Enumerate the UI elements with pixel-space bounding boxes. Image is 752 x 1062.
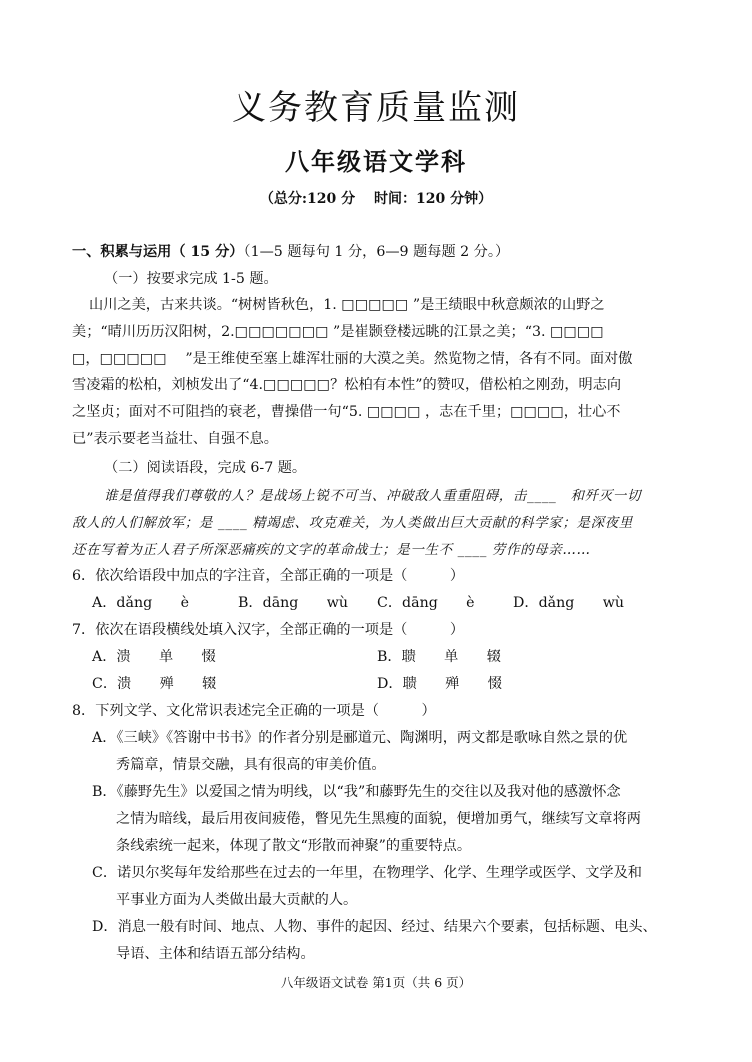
q8-option-d: D．消息一般有时间、地点、人物、事件的起因、经过、结果六个要素，包括标题、电头、: [92, 919, 657, 935]
passage-line: 之坚贞；面对不可阻挡的衰老，曹操借一句“5. □□□□ ，志在千里；□□□□，壮心不: [72, 404, 621, 420]
q7-option-d: D．聩 殚 惙: [377, 676, 502, 692]
passage-line: 山川之美，古来共谈。“树树皆秋色，1. □□□□□ ”是王绩眼中秋意颇浓的山野之: [89, 297, 605, 313]
q7-option-b: B．聩 单 辍: [377, 649, 501, 665]
q8-option-a-cont: 秀篇章，情景交融，具有很高的审美价值。: [116, 757, 386, 773]
q6-option-a: A．dǎng è: [92, 595, 189, 611]
q8-stem: 8．下列文学、文化常识表述完全正确的一项是（ ）: [72, 703, 436, 719]
q6-stem: 6．依次给语段中加点的字注音，全部正确的一项是（ ）: [72, 568, 465, 584]
exam-meta: （总分:120 分 时间：120 分钟）: [259, 191, 493, 207]
reading-line: 还在写着为正人君子所深恶痛疾的文字的革命战士；是一生不 ____ 劳作的母亲……: [72, 542, 591, 558]
q8-option-a: A．《三峡》《答谢中书书》的作者分别是郦道元、陶渊明，两文都是歌咏自然之景的优: [92, 730, 628, 746]
page-footer: 八年级语文试卷 第1页（共 6 页）: [280, 975, 472, 990]
exam-subtitle: 八年级语文学科: [285, 147, 467, 176]
exam-title: 义务教育质量监测: [232, 88, 520, 128]
q7-option-c: C．溃 殚 辍: [92, 676, 217, 692]
part2-title: （二）阅读语段，完成 6-7 题。: [104, 460, 307, 476]
q8-option-c: C．诺贝尔奖每年发给那些在过去的一年里，在物理学、化学、生理学或医学、文学及和: [92, 865, 642, 881]
passage-line: 美；“晴川历历汉阳树，2.□□□□□□□ ”是崔颢登楼远眺的江景之美；“3. □□□□: [72, 324, 604, 340]
q6-option-c: C．dāng è: [377, 595, 475, 611]
q8-option-b-cont: 之情为暗线，最后用夜间疲倦，瞥见先生黑瘦的面貌，便增加勇气，继续写文章将两: [116, 811, 641, 827]
section-heading-note: （1—5 题每句 1 分，6—9 题每题 2 分。）: [243, 244, 510, 260]
section-heading-title: 一、积累与运用（ 15 分）: [72, 244, 244, 260]
q6-option-b: B．dāng wù: [238, 595, 349, 611]
passage-line: 雪凌霜的松柏，刘桢发出了“4.□□□□□？松柏有本性”的赞叹，借松柏之刚劲，明志向: [72, 377, 622, 393]
q8-option-b: B．《藤野先生》以爱国之情为明线，以“我”和藤野先生的交往以及我对他的感激怀念: [92, 784, 621, 800]
q7-option-a: A．溃 单 惙: [92, 649, 216, 665]
q7-stem: 7．依次在语段横线处填入汉字，全部正确的一项是（ ）: [72, 622, 465, 638]
passage-line: □，□□□□□ ”是王维使至塞上雄浑壮丽的大漠之美。然览物之情，各有不同。面对傲: [72, 351, 633, 367]
q8-option-c-cont: 平事业方面为人类做出最大贡献的人。: [116, 892, 358, 908]
passage-line: 已”表示要老当益壮、自强不息。: [72, 431, 278, 447]
q8-option-b-cont: 条线索统一起来，体现了散文“形散而神聚”的重要特点。: [116, 838, 472, 854]
q6-option-d: D．dǎng wù: [513, 595, 624, 611]
reading-line: 敌人的人们解放军；是 ____ 精竭虑、攻克难关，为人类做出巨大贡献的科学家；是深夜里: [72, 515, 633, 531]
q8-option-d-cont: 导语、主体和结语五部分结构。: [116, 946, 315, 962]
part1-title: （一）按要求完成 1-5 题。: [104, 271, 278, 287]
reading-line: 谁是值得我们尊敬的人？是战场上锐不可当、冲破敌人重重阻碍，击____ 和歼灭一切: [104, 488, 641, 504]
section-heading: [72, 239, 509, 265]
